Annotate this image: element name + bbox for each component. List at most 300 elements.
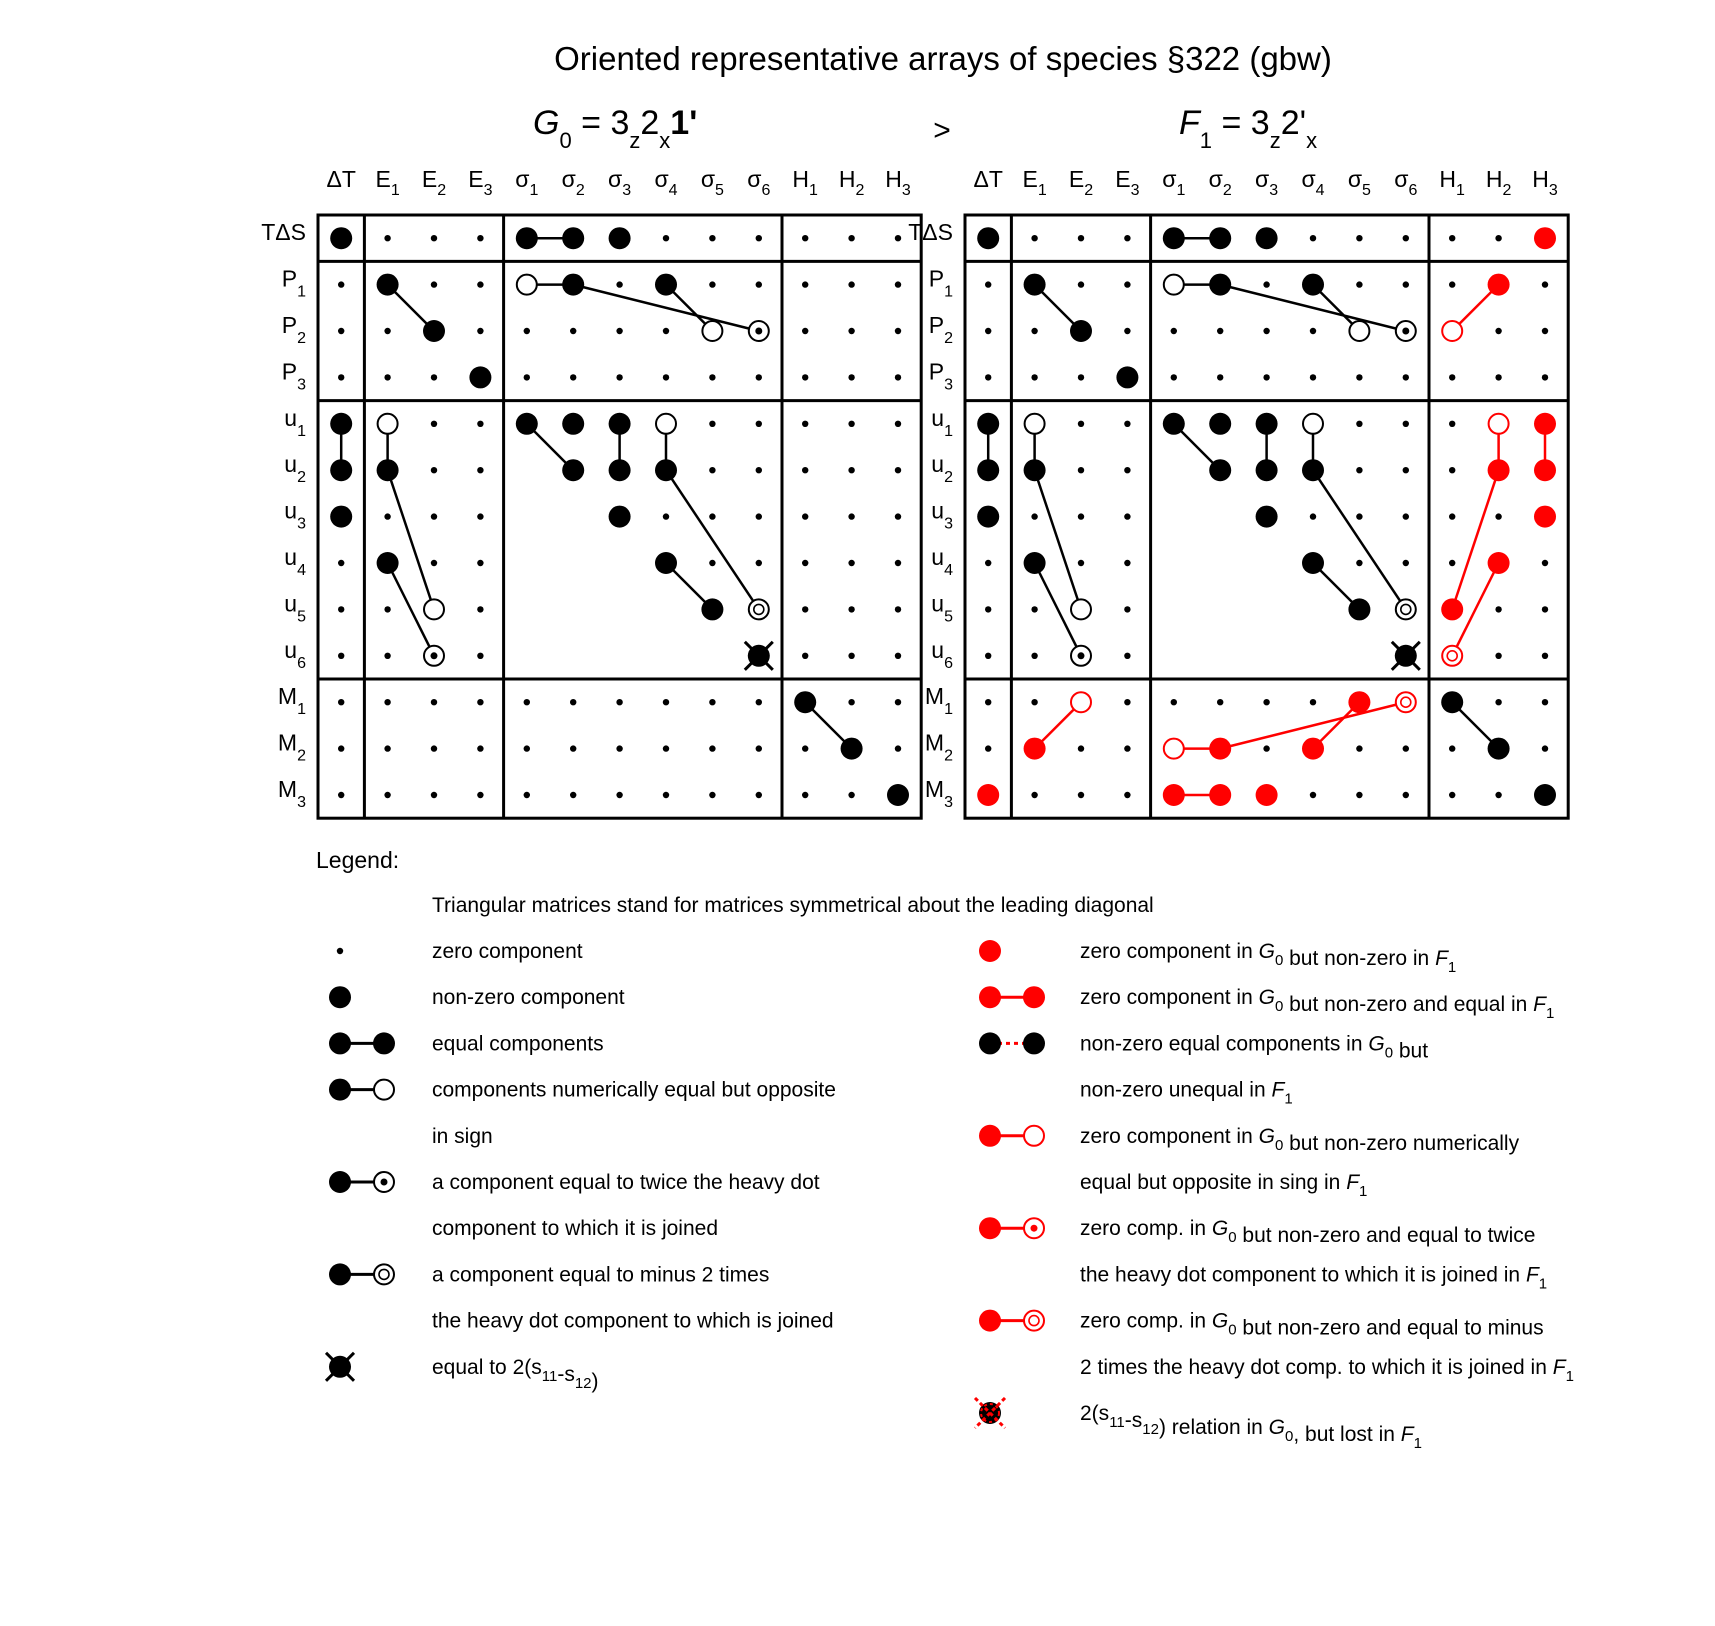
zero-component xyxy=(1403,235,1409,241)
group-g0-sub: 0 xyxy=(559,128,572,153)
zero-component xyxy=(848,513,854,519)
zero-component xyxy=(616,281,622,287)
zero-component xyxy=(1078,281,1084,287)
component-F1-r4-c7 xyxy=(1303,414,1323,434)
component-F1-r4-c0 xyxy=(977,413,999,435)
zero-component xyxy=(477,421,483,427)
row-label-G0-6: $u_3$ xyxy=(284,497,306,533)
row-label-F1-0: TΔS xyxy=(908,219,953,246)
zero-component xyxy=(756,374,762,380)
zero-component xyxy=(338,699,344,705)
zero-component xyxy=(1031,374,1037,380)
group-relation: > xyxy=(933,114,951,147)
zero-component xyxy=(1495,699,1501,705)
legend-text-right-5-1: 2 times the heavy dot comp. to which it is joined in $F_1$ xyxy=(1080,1355,1574,1385)
zero-component xyxy=(985,281,991,287)
zero-component xyxy=(1449,745,1455,751)
zero-component xyxy=(709,235,715,241)
row-label-F1-2: $P_2$ xyxy=(928,312,953,347)
col-header-G0-1: $E_1$ xyxy=(375,166,400,199)
zero-component xyxy=(1356,281,1362,287)
row-label-G0-2: $P_2$ xyxy=(281,312,306,347)
component-F1-r1-c7 xyxy=(1302,274,1324,296)
zero-component xyxy=(1078,513,1084,519)
legend-text-left-4-1: component to which it is joined xyxy=(432,1217,718,1241)
zero-component xyxy=(1356,421,1362,427)
component-F1-r1-c5 xyxy=(1209,274,1231,296)
component-F1-r12-c12 xyxy=(1534,784,1556,806)
svg-text:G0 = 3z2x1' xyxy=(533,104,697,153)
legend-dot-icon xyxy=(979,1125,1001,1147)
row-label-G0-4: $u_1$ xyxy=(284,404,306,440)
group-g0-s2: x xyxy=(659,128,671,153)
link-G0-12 xyxy=(666,470,759,609)
component-F1-r11-c5 xyxy=(1209,738,1231,760)
zero-component xyxy=(1217,699,1223,705)
zero-component xyxy=(431,745,437,751)
zero-component xyxy=(1263,699,1269,705)
zero-component xyxy=(895,467,901,473)
zero-component xyxy=(338,281,344,287)
col-header-G0-3: $E_3$ xyxy=(468,166,493,199)
legend-dot-icon xyxy=(979,1032,1001,1054)
legend-text-right-3-1: equal but opposite in sing in $F_1$ xyxy=(1080,1171,1368,1200)
zero-component xyxy=(524,792,530,798)
component-G0-r8-c8 xyxy=(701,598,723,620)
col-header-F1-12: $H_3$ xyxy=(1532,166,1558,199)
zero-component xyxy=(1495,374,1501,380)
legend-text-left-3-1: in sign xyxy=(432,1124,493,1148)
component-G0-r2-c8 xyxy=(702,321,722,341)
component-F1-r11-c7 xyxy=(1302,738,1324,760)
legend-dot-icon xyxy=(373,1032,395,1054)
zero-component xyxy=(848,328,854,334)
link-F1-8 xyxy=(1035,470,1081,609)
col-header-F1-3: $E_3$ xyxy=(1115,166,1140,199)
legend-dot-icon xyxy=(979,940,1001,962)
zero-component xyxy=(1356,513,1362,519)
row-label-G0-10: $M_1$ xyxy=(277,683,306,719)
zero-component xyxy=(848,235,854,241)
legend-item-left-3 xyxy=(329,1079,836,1148)
zero-component xyxy=(848,653,854,659)
zero-component xyxy=(1124,792,1130,798)
col-header-G0-2: $E_2$ xyxy=(421,166,447,199)
component-G0-r4-c7 xyxy=(656,414,676,434)
legend-text-left-6-0: equal to $2(s_{11}-s_{12})$ xyxy=(432,1355,599,1393)
col-header-F1-1: $E_1$ xyxy=(1022,166,1047,199)
row-label-G0-8: $u_5$ xyxy=(284,590,306,626)
zero-component xyxy=(663,513,669,519)
zero-component xyxy=(477,699,483,705)
zero-component xyxy=(985,699,991,705)
zero-component xyxy=(802,792,808,798)
zero-component xyxy=(756,792,762,798)
zero-component xyxy=(1356,745,1362,751)
zero-component xyxy=(802,606,808,612)
component-G0-r11-c11 xyxy=(841,738,863,760)
zero-component xyxy=(1124,606,1130,612)
component-G0-r3-c3 xyxy=(469,366,491,388)
col-header-G0-9: $\sigma_6$ xyxy=(747,166,771,199)
row-label-F1-8: $u_5$ xyxy=(931,590,953,626)
zero-component xyxy=(524,699,530,705)
zero-component xyxy=(1356,467,1362,473)
col-header-G0-8: $\sigma_5$ xyxy=(700,166,724,199)
col-header-F1-10: $H_1$ xyxy=(1439,166,1465,199)
zero-component xyxy=(1310,792,1316,798)
zero-component xyxy=(895,513,901,519)
zero-component xyxy=(477,606,483,612)
legend-item-right-5 xyxy=(979,1310,1574,1385)
zero-component xyxy=(1403,792,1409,798)
group-f1-eq: = 3 xyxy=(1212,104,1270,142)
component-F1-r9-c9 xyxy=(1392,642,1420,670)
zero-component xyxy=(848,467,854,473)
col-header-F1-0: ΔT xyxy=(973,166,1003,192)
zero-component xyxy=(1449,374,1455,380)
zero-component xyxy=(384,513,390,519)
zero-component xyxy=(802,560,808,566)
component-F1-r2-c9 xyxy=(1396,321,1416,341)
zero-component xyxy=(338,374,344,380)
group-g0-eq: = 3 xyxy=(571,104,630,142)
zero-component xyxy=(709,467,715,473)
zero-component xyxy=(1449,513,1455,519)
legend-text-left-5-1: the heavy dot component to which is joined xyxy=(432,1309,834,1333)
component-F1-r5-c6 xyxy=(1256,459,1278,481)
zero-component xyxy=(709,513,715,519)
component-G0-r2-c2 xyxy=(423,320,445,342)
zero-component xyxy=(709,745,715,751)
legend-dot-icon xyxy=(979,1310,1001,1332)
legend-dot-icon xyxy=(979,1217,1001,1239)
array-G0 xyxy=(261,166,921,818)
zero-component xyxy=(431,467,437,473)
legend-text-left-2-0: equal components xyxy=(432,1032,604,1056)
zero-component xyxy=(848,560,854,566)
legend-open-icon xyxy=(1024,1126,1044,1146)
zero-component xyxy=(616,374,622,380)
zero-component xyxy=(1171,328,1177,334)
zero-component xyxy=(570,699,576,705)
component-G0-r1-c4 xyxy=(517,275,537,295)
component-G0-r6-c6 xyxy=(609,506,631,528)
zero-component xyxy=(1542,560,1548,566)
component-F1-r8-c2 xyxy=(1071,599,1091,619)
zero-component xyxy=(477,745,483,751)
col-header-G0-0: ΔT xyxy=(326,166,356,192)
legend-centerdot-icon xyxy=(1024,1218,1044,1238)
legend-item-right-1 xyxy=(979,986,1554,1022)
svg-text:F1 = 3z2'x xyxy=(1179,104,1317,153)
zero-component xyxy=(1078,374,1084,380)
zero-component xyxy=(1310,374,1316,380)
zero-component xyxy=(570,374,576,380)
zero-component xyxy=(756,745,762,751)
component-G0-r8-c9 xyxy=(749,599,769,619)
legend-dot-icon xyxy=(1023,1032,1045,1054)
zero-component xyxy=(663,235,669,241)
zero-component xyxy=(895,699,901,705)
component-G0-r0-c0 xyxy=(330,227,352,249)
col-header-F1-5: $\sigma_2$ xyxy=(1208,166,1232,199)
col-header-G0-6: $\sigma_3$ xyxy=(608,166,632,199)
legend-note: Triangular matrices stand for matrices symmetrical about the leading diagonal xyxy=(432,894,1154,917)
group-label-g0 xyxy=(533,104,697,153)
zero-component xyxy=(1217,328,1223,334)
legend-dot-icon xyxy=(1023,986,1045,1008)
legend-text-left-3-0: components numerically equal but opposite xyxy=(432,1078,836,1102)
component-F1-r1-c4 xyxy=(1164,275,1184,295)
row-label-G0-0: TΔS xyxy=(261,219,306,246)
legend-ring-icon xyxy=(374,1264,394,1284)
zero-component xyxy=(1495,235,1501,241)
legend-ring-icon xyxy=(1024,1311,1044,1331)
zero-component xyxy=(384,374,390,380)
row-label-G0-12: $M_3$ xyxy=(277,776,306,811)
zero-component xyxy=(1542,745,1548,751)
col-header-G0-10: $H_1$ xyxy=(792,166,818,199)
zero-component xyxy=(895,235,901,241)
component-G0-r1-c1 xyxy=(377,274,399,296)
zero-component xyxy=(1356,374,1362,380)
component-G0-r5-c1 xyxy=(377,459,399,481)
component-F1-r0-c0 xyxy=(977,227,999,249)
zero-component xyxy=(1124,421,1130,427)
legend-item-right-3 xyxy=(979,1125,1520,1200)
zero-component xyxy=(802,513,808,519)
zero-component xyxy=(1356,792,1362,798)
zero-component xyxy=(431,560,437,566)
zero-component xyxy=(848,606,854,612)
zero-component xyxy=(338,560,344,566)
component-F1-r4-c12 xyxy=(1534,413,1556,435)
zero-component xyxy=(985,560,991,566)
zero-component xyxy=(985,606,991,612)
component-G0-r8-c2 xyxy=(424,599,444,619)
col-header-F1-11: $H_2$ xyxy=(1485,166,1512,199)
zero-component xyxy=(1542,374,1548,380)
component-F1-r1-c1 xyxy=(1024,274,1046,296)
row-label-F1-5: $u_2$ xyxy=(931,451,953,487)
legend-text-right-3-0: zero component in $G_0$ but non-zero numerically xyxy=(1080,1124,1520,1155)
group-g0-tail: 1' xyxy=(670,104,698,142)
zero-component xyxy=(1495,328,1501,334)
zero-component xyxy=(384,745,390,751)
zero-component xyxy=(663,699,669,705)
col-header-F1-7: $\sigma_4$ xyxy=(1301,166,1325,199)
zero-component xyxy=(1124,653,1130,659)
component-F1-r6-c6 xyxy=(1256,506,1278,528)
zero-component xyxy=(802,235,808,241)
zero-component xyxy=(895,374,901,380)
component-F1-r5-c1 xyxy=(1024,459,1046,481)
zero-component xyxy=(895,328,901,334)
zero-component xyxy=(1078,421,1084,427)
legend-dot-icon xyxy=(979,986,1001,1008)
legend-text-right-2-0: non-zero equal components in $G_0$ but xyxy=(1080,1032,1429,1063)
zero-component xyxy=(477,653,483,659)
component-F1-r11-c11 xyxy=(1488,738,1510,760)
component-F1-r0-c5 xyxy=(1209,227,1231,249)
zero-component xyxy=(1449,467,1455,473)
zero-component xyxy=(1078,467,1084,473)
zero-component xyxy=(1310,513,1316,519)
zero-component xyxy=(663,792,669,798)
zero-component xyxy=(895,745,901,751)
zero-component xyxy=(1495,653,1501,659)
legend-dot-icon xyxy=(329,1263,351,1285)
zero-component xyxy=(709,374,715,380)
legend-lost-cross-icon xyxy=(975,1398,1005,1428)
legend-dot-icon xyxy=(329,1032,351,1054)
component-F1-r5-c5 xyxy=(1209,459,1231,481)
component-F1-r2-c2 xyxy=(1070,320,1092,342)
zero-component xyxy=(985,328,991,334)
zero-component xyxy=(895,560,901,566)
zero-component xyxy=(524,745,530,751)
link-G0-7 xyxy=(388,470,434,609)
zero-component xyxy=(477,328,483,334)
zero-component xyxy=(338,328,344,334)
legend-item-left-1 xyxy=(329,986,625,1009)
zero-component xyxy=(384,653,390,659)
row-label-G0-5: $u_2$ xyxy=(284,451,306,487)
zero-component xyxy=(384,328,390,334)
zero-component xyxy=(477,467,483,473)
component-G0-r5-c0 xyxy=(330,459,352,481)
figure-title: Oriented representative arrays of species §322 (gbw) xyxy=(554,40,1332,77)
component-F1-r5-c7 xyxy=(1302,459,1324,481)
zero-component xyxy=(616,328,622,334)
zero-component xyxy=(431,792,437,798)
zero-component xyxy=(1031,235,1037,241)
component-F1-r2-c8 xyxy=(1349,321,1369,341)
zero-component xyxy=(1124,467,1130,473)
zero-component xyxy=(895,653,901,659)
component-F1-r12-c6 xyxy=(1256,784,1278,806)
component-G0-r1-c5 xyxy=(562,274,584,296)
zero-component xyxy=(1124,745,1130,751)
component-G0-r9-c2 xyxy=(424,646,444,666)
component-F1-r10-c2 xyxy=(1071,692,1091,712)
zero-component xyxy=(1263,374,1269,380)
row-label-F1-1: $P_1$ xyxy=(928,265,953,301)
zero-component xyxy=(1403,374,1409,380)
col-header-F1-9: $\sigma_6$ xyxy=(1394,166,1418,199)
zero-component xyxy=(524,374,530,380)
zero-component xyxy=(802,745,808,751)
component-G0-r7-c1 xyxy=(377,552,399,574)
zero-component xyxy=(756,467,762,473)
legend-dot-icon xyxy=(329,1171,351,1193)
component-F1-r10-c8 xyxy=(1348,691,1370,713)
legend-text-right-1-0: zero component in $G_0$ but non-zero and equal in $F_1$ xyxy=(1080,986,1555,1023)
zero-component xyxy=(895,281,901,287)
row-label-F1-7: $u_4$ xyxy=(931,544,953,579)
zero-component xyxy=(756,235,762,241)
zero-component xyxy=(709,560,715,566)
component-F1-r11-c1 xyxy=(1024,738,1046,760)
zero-component xyxy=(802,467,808,473)
zero-component xyxy=(802,653,808,659)
component-F1-r7-c7 xyxy=(1302,552,1324,574)
row-label-F1-11: $M_2$ xyxy=(924,729,953,765)
group-g0-symbol: G xyxy=(533,104,560,142)
component-F1-r0-c6 xyxy=(1256,227,1278,249)
legend-open-icon xyxy=(374,1080,394,1100)
legend-zero-icon xyxy=(337,948,343,954)
zero-component xyxy=(524,328,530,334)
component-F1-r4-c5 xyxy=(1209,413,1231,435)
zero-component xyxy=(431,281,437,287)
zero-component xyxy=(1495,513,1501,519)
component-F1-r3-c3 xyxy=(1116,366,1138,388)
zero-component xyxy=(1124,699,1130,705)
legend-text-left-4-0: a component equal to twice the heavy dot xyxy=(432,1171,820,1194)
component-G0-r0-c6 xyxy=(609,227,631,249)
legend-centerdot-icon xyxy=(374,1172,394,1192)
component-G0-r7-c7 xyxy=(655,552,677,574)
legend-heading: Legend: xyxy=(316,847,400,873)
zero-component xyxy=(802,281,808,287)
col-header-G0-5: $\sigma_2$ xyxy=(561,166,585,199)
zero-component xyxy=(1310,699,1316,705)
component-G0-r5-c7 xyxy=(655,459,677,481)
zero-component xyxy=(1124,235,1130,241)
component-F1-r12-c5 xyxy=(1209,784,1231,806)
component-F1-r12-c4 xyxy=(1163,784,1185,806)
zero-component xyxy=(756,560,762,566)
zero-component xyxy=(1171,374,1177,380)
zero-component xyxy=(709,421,715,427)
zero-component xyxy=(1263,328,1269,334)
zero-component xyxy=(1078,792,1084,798)
zero-component xyxy=(477,792,483,798)
zero-component xyxy=(709,699,715,705)
zero-component xyxy=(431,374,437,380)
zero-component xyxy=(709,792,715,798)
zero-component xyxy=(663,374,669,380)
zero-component xyxy=(1031,328,1037,334)
zero-component xyxy=(1124,513,1130,519)
zero-component xyxy=(477,281,483,287)
zero-component xyxy=(1403,560,1409,566)
component-G0-r5-c6 xyxy=(609,459,631,481)
legend-text-right-0-0: zero component in $G_0$ but non-zero in $F_1$ xyxy=(1080,940,1457,976)
zero-component xyxy=(1078,235,1084,241)
zero-component xyxy=(570,792,576,798)
legend-text-left-0-0: zero component xyxy=(432,940,583,963)
component-G0-r10-c10 xyxy=(794,691,816,713)
legend-text-right-5-0: zero comp. in $G_0$ but non-zero and equal to minus xyxy=(1080,1309,1544,1340)
zero-component xyxy=(1542,699,1548,705)
group-f1-s2: x xyxy=(1306,128,1318,153)
component-G0-r0-c5 xyxy=(562,227,584,249)
zero-component xyxy=(1078,560,1084,566)
zero-component xyxy=(848,281,854,287)
zero-component xyxy=(1031,653,1037,659)
zero-component xyxy=(709,281,715,287)
legend-item-right-2 xyxy=(979,1032,1428,1107)
zero-component xyxy=(338,745,344,751)
row-label-G0-1: $P_1$ xyxy=(281,265,306,301)
zero-component xyxy=(895,606,901,612)
component-F1-r2-c10 xyxy=(1442,321,1462,341)
legend-layer xyxy=(326,940,1574,1452)
component-F1-r4-c6 xyxy=(1256,413,1278,435)
